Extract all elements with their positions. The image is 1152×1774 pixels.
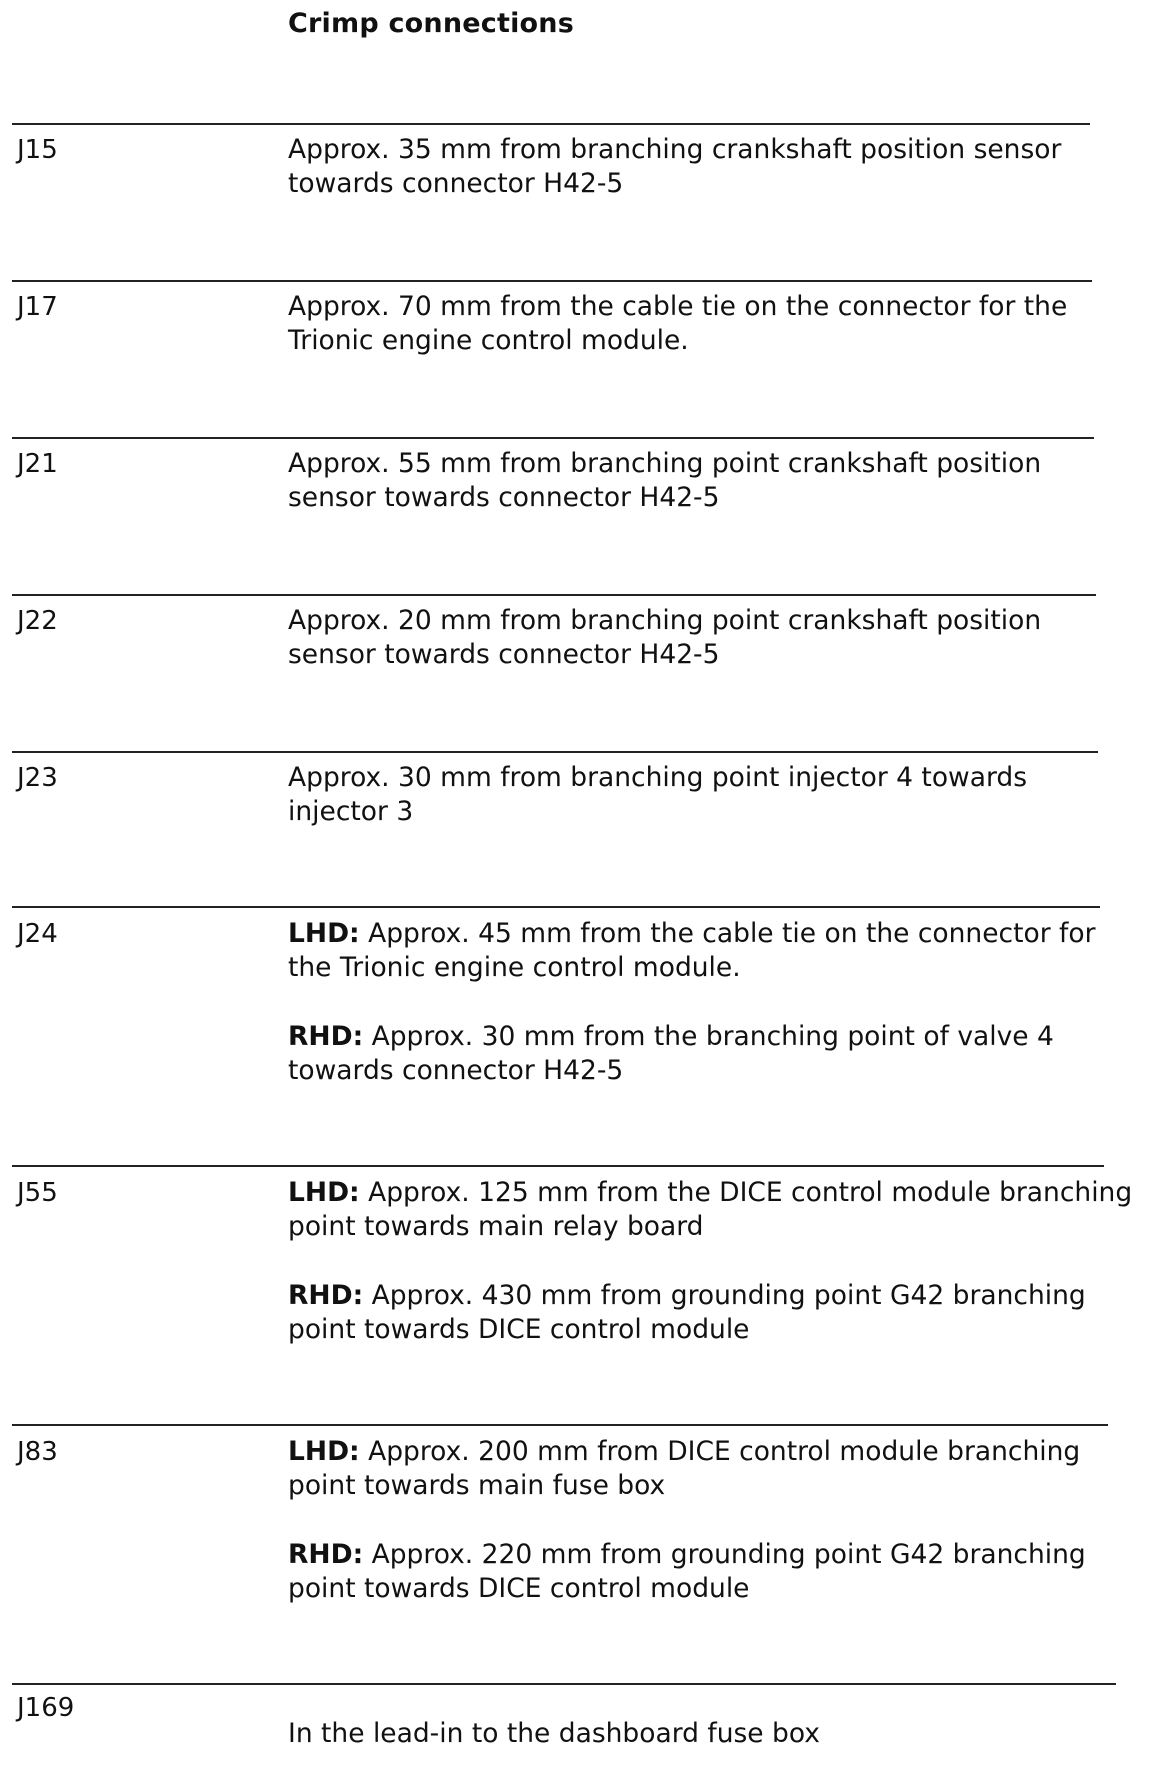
description-text: Approx. 200 mm from DICE control module branching point towards main fuse box — [288, 1436, 1081, 1501]
description-text: Approx. 220 mm from grounding point G42 branching point towards DICE control module — [288, 1539, 1086, 1604]
drive-side-prefix: RHD: — [288, 1539, 364, 1570]
connection-description — [288, 290, 1133, 358]
description-text: Approx. 20 mm from branching point crankshaft position sensor towards connector H42-5 — [288, 605, 1042, 670]
row-divider — [12, 1683, 1116, 1685]
row-divider — [12, 123, 1090, 125]
description-text: Approx. 125 mm from the DICE control module branching point towards main relay board — [288, 1177, 1133, 1242]
connection-description — [288, 1717, 1133, 1751]
description-text: Approx. 30 mm from the branching point of valve 4 towards connector H42-5 — [288, 1021, 1054, 1086]
connection-description — [288, 133, 1133, 201]
connection-id: J23 — [17, 763, 58, 793]
description-paragraph — [288, 1435, 1133, 1503]
row-divider — [12, 437, 1094, 439]
drive-side-prefix: LHD: — [288, 1436, 360, 1467]
description-text: Approx. 45 mm from the cable tie on the connector for the Trionic engine control module. — [288, 918, 1096, 983]
connection-id: J21 — [17, 449, 58, 479]
connection-id: J17 — [17, 292, 58, 322]
drive-side-prefix: RHD: — [288, 1021, 364, 1052]
description-text: Approx. 35 mm from branching crankshaft position sensor towards connector H42-5 — [288, 134, 1062, 199]
row-divider — [12, 594, 1096, 596]
connection-id: J55 — [17, 1178, 58, 1208]
description-paragraph — [288, 1020, 1133, 1088]
connection-id: J83 — [17, 1437, 58, 1467]
connection-id: J22 — [17, 606, 58, 636]
description-paragraph — [288, 1176, 1133, 1244]
connection-id: J169 — [17, 1693, 75, 1723]
connection-description — [288, 761, 1133, 829]
row-divider — [12, 1424, 1108, 1426]
connection-description — [288, 1176, 1133, 1347]
description-paragraph — [288, 917, 1133, 985]
description-paragraph — [288, 604, 1133, 672]
description-paragraph — [288, 290, 1133, 358]
description-paragraph — [288, 761, 1133, 829]
row-divider — [12, 1165, 1104, 1167]
row-divider — [12, 906, 1100, 908]
connection-id: J24 — [17, 919, 58, 949]
page-title: Crimp connections — [288, 8, 574, 39]
drive-side-prefix: RHD: — [288, 1280, 364, 1311]
description-paragraph — [288, 1279, 1133, 1347]
description-text: Approx. 70 mm from the cable tie on the connector for the Trionic engine control module. — [288, 291, 1068, 356]
connection-description — [288, 1435, 1133, 1606]
description-paragraph — [288, 133, 1133, 201]
description-text: Approx. 55 mm from branching point crankshaft position sensor towards connector H42-5 — [288, 448, 1042, 513]
description-text: Approx. 430 mm from grounding point G42 branching point towards DICE control module — [288, 1280, 1086, 1345]
connection-id: J15 — [17, 135, 58, 165]
row-divider — [12, 280, 1092, 282]
description-paragraph — [288, 447, 1133, 515]
description-paragraph — [288, 1538, 1133, 1606]
row-divider — [12, 751, 1098, 753]
description-text: Approx. 30 mm from branching point injector 4 towards injector 3 — [288, 762, 1027, 827]
drive-side-prefix: LHD: — [288, 1177, 360, 1208]
connection-description — [288, 447, 1133, 515]
description-paragraph — [288, 1717, 1133, 1751]
description-text: In the lead-in to the dashboard fuse box — [288, 1718, 820, 1749]
connection-description — [288, 604, 1133, 672]
connection-description — [288, 917, 1133, 1088]
drive-side-prefix: LHD: — [288, 918, 360, 949]
